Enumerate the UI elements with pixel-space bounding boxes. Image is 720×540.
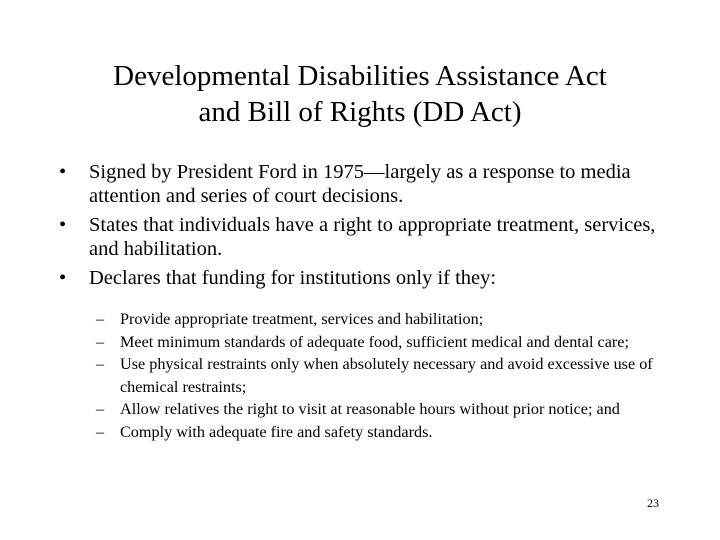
- sub-bullet-marker: –: [96, 332, 105, 351]
- bullet-marker: •: [59, 267, 67, 289]
- bullet-marker: •: [59, 214, 67, 236]
- title-line: Developmental Disabilities Assistance Act: [113, 60, 607, 92]
- sub-bullet-text: Use physical restraints only when absolutely necessary and avoid excessive use of chemical restraints;: [120, 355, 653, 396]
- sub-bullet-marker: –: [96, 310, 105, 328]
- bullet-item: [56, 160, 676, 208]
- sub-bullet-item: [96, 398, 666, 421]
- sub-bullet-text: Allow relatives the right to visit at reasonable hours without prior notice; and: [120, 400, 620, 419]
- bullet-text: States that individuals have a right to appropriate treatment, services, and habilitation.: [89, 214, 656, 260]
- sub-bullet-text: Meet minimum standards of adequate food, sufficient medical and dental care;: [120, 332, 629, 351]
- sub-bullet-marker: –: [96, 355, 105, 374]
- sub-bullet-text: Provide appropriate treatment, services and habilitation;: [120, 310, 484, 328]
- sub-bullet-marker: –: [96, 400, 105, 419]
- sub-bullet-list: [96, 308, 666, 444]
- bullet-item: [56, 266, 676, 290]
- sub-bullet-item: [96, 308, 666, 331]
- slide-title: [40, 58, 680, 130]
- bullet-marker: •: [59, 161, 67, 183]
- sub-bullet-text: Comply with adequate fire and safety standards.: [120, 422, 433, 441]
- sub-bullet-marker: –: [96, 422, 105, 441]
- bullet-list: [56, 160, 676, 295]
- sub-bullet-item: [96, 331, 666, 354]
- page-number: 23: [647, 496, 659, 510]
- bullet-text: Signed by President Ford in 1975—largely as a response to media attention and series of court decisions.: [89, 161, 631, 207]
- bullet-text: Declares that funding for institutions only if they:: [89, 267, 497, 289]
- sub-bullet-item: [96, 353, 666, 398]
- title-line: and Bill of Rights (DD Act): [198, 96, 522, 128]
- bullet-item: [56, 213, 676, 261]
- sub-bullet-item: [96, 421, 666, 444]
